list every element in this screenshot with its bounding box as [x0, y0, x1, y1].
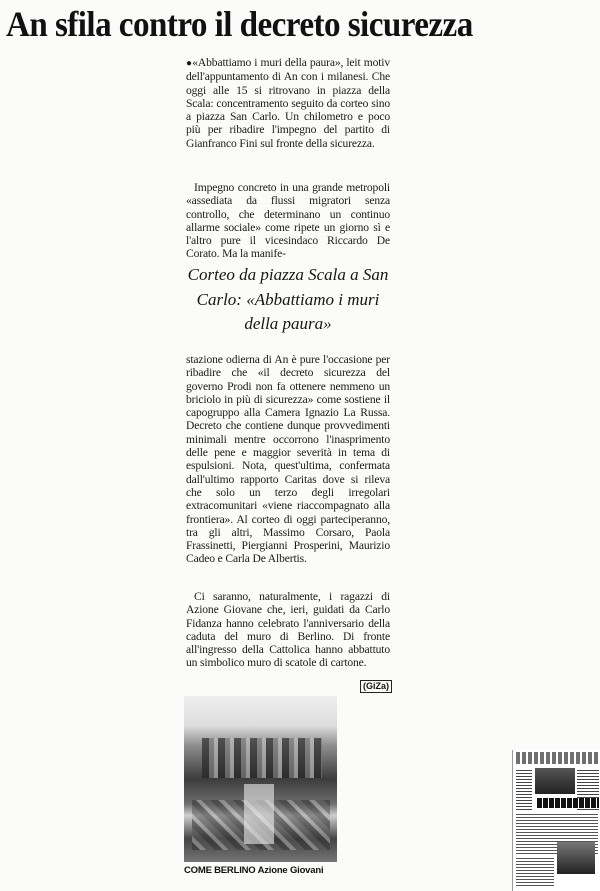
- pull-quote: Corteo da piazza Scala a San Carlo: «Abbattiamo i muri della paura»: [187, 265, 389, 333]
- bullet-icon: ●: [186, 58, 193, 69]
- headline: An sfila contro il decreto sicurezza: [6, 4, 473, 44]
- paragraph-3-text: stazione odierna di An è pure l'occasione per ribadire che «il decreto sicurezza del governo Prodi non fa ottenere nemmeno un briciolo in più di sicurezza» come sostiene il capogruppo alla Camera Ignazio La Russa. Decreto che contiene dunque provvedimenti minimali mentre occorrono l'inasprimento delle pene e maggior severità in tema di espulsioni. Nota, quest'ultima, confermata dall'ultimo rapporto Caritas dove si rileva che solo un terzo degli irregolari extracomunitari «viene riaccompagnato alla frontiera». Al corteo di oggi parteciperanno, tra gli altri, Massimo Corsaro, Paola Frassinetti, Piergianni Prosperini, Maurizio Cadeo e Carla De Albertis.: [186, 353, 390, 566]
- author-signature: (GiZa): [360, 680, 392, 693]
- photo-caption: COME BERLINO Azione Giovani: [184, 865, 324, 876]
- paragraph-4-text: Ci saranno, naturalmente, i ragazzi di Azione Giovane che, ieri, guidati da Carlo Fidanza hanno celebrato l'anniversario della caduta del muro di Berlino. Di fronte all'ingresso della Cattolica hanno abbattuto un simbolico muro di scatole di cartone.: [186, 590, 390, 670]
- article-paragraph-2: [186, 181, 390, 261]
- article-paragraph-4: [186, 590, 390, 670]
- news-photo: [184, 696, 337, 862]
- paragraph-1-text: «Abbattiamo i muri della paura», leit motiv dell'appuntamento di An con i milanesi. Che oggi alle 15 si ritrovano in piazza della Scala: concentramento seguito da corteo sino a piazza San Carlo. Un chilometro e poco più per ribadire l'impegno del partito di Gianfranco Fini sul fronte della sicurezza.: [186, 56, 390, 150]
- article-paragraph-1: [186, 56, 390, 150]
- article-paragraph-3: [186, 353, 390, 566]
- paragraph-2-text: Impegno concreto in una grande metropoli «assediata da flussi migratori senza controllo, che determinano un continuo allarme sociale» come ripete un giorno sì e l'altro pure il vicesindaco Riccardo De Corato. Ma la manife-: [186, 181, 390, 261]
- newspaper-page-thumbnail: [512, 750, 600, 891]
